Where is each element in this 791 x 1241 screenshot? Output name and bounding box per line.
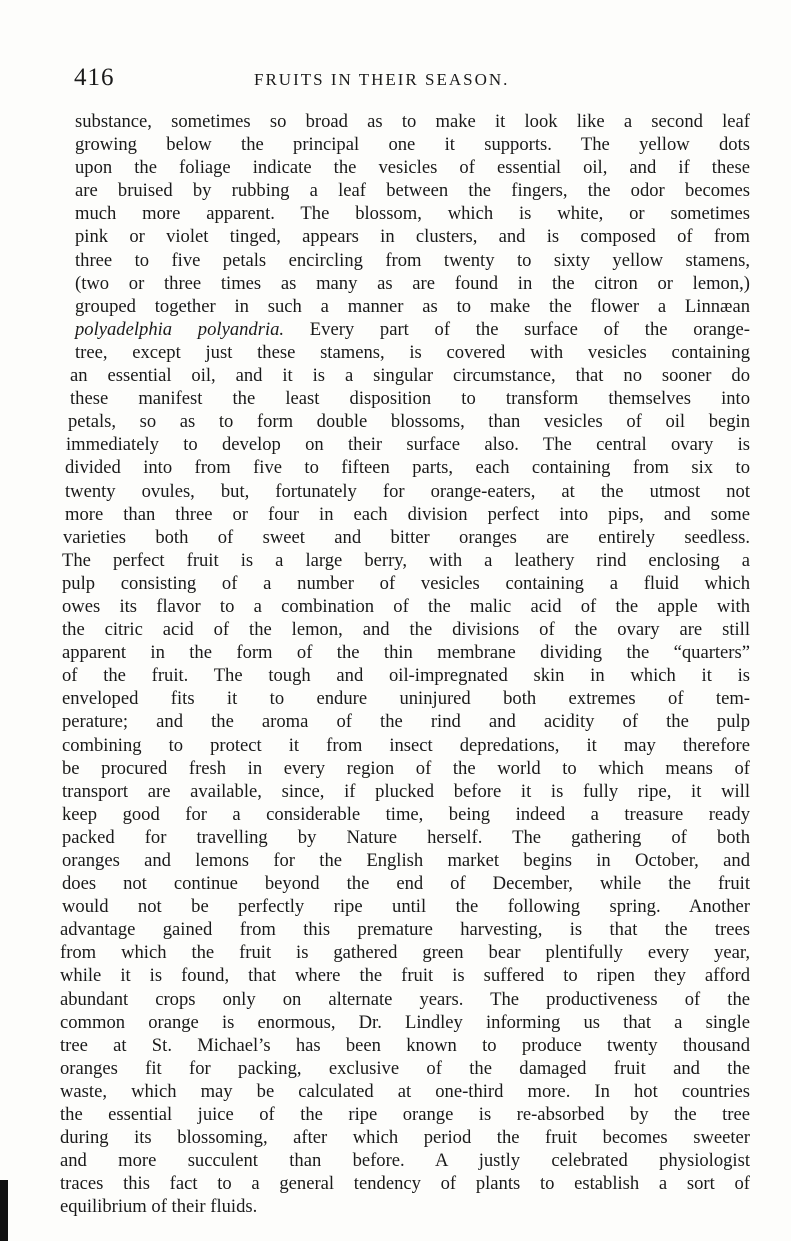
- text-line: tree at St. Michael’s has been known to produce twenty thousand: [60, 1034, 750, 1056]
- text-line: traces this fact to a general tendency of plants to establish a sort of: [60, 1173, 750, 1195]
- text-line: advantage gained from this premature harvesting, is that the trees: [60, 919, 750, 941]
- text-line: pink or violet tinged, appears in clusters, and is composed of from: [75, 226, 750, 248]
- text-line: be procured fresh in every region of the world to which means of: [62, 757, 750, 779]
- text-line: growing below the principal one it supports. The yellow dots: [75, 134, 750, 156]
- text-line: divided into from five to fifteen parts, each containing from six to: [65, 457, 750, 479]
- text-line: transport are available, since, if plucked before it is fully ripe, it will: [62, 780, 750, 802]
- text-line: twenty ovules, but, fortunately for orange-eaters, at the utmost not: [65, 480, 750, 502]
- text-line: immediately to develop on their surface also. The central ovary is: [66, 434, 750, 456]
- text-line: owes its flavor to a combination of the malic acid of the apple with: [62, 595, 750, 617]
- text-line: enveloped fits it to endure uninjured both extremes of tem-: [62, 688, 750, 710]
- text-line: common orange is enormous, Dr. Lindley informing us that a single: [60, 1011, 750, 1033]
- page-header: [74, 64, 754, 96]
- text-line: waste, which may be calculated at one-third more. In hot countries: [60, 1080, 750, 1102]
- body-paragraph: [60, 110, 750, 1219]
- text-line: combining to protect it from insect depredations, it may therefore: [62, 734, 750, 756]
- text-line: are bruised by rubbing a leaf between the fingers, the odor becomes: [75, 180, 750, 202]
- text-line: much more apparent. The blossom, which is white, or sometimes: [75, 203, 750, 225]
- text-line: during its blossoming, after which period the fruit becomes sweeter: [60, 1127, 750, 1149]
- text-line: does not continue beyond the end of December, while the fruit: [62, 873, 750, 895]
- text-line: petals, so as to form double blossoms, than vesicles of oil begin: [68, 411, 750, 433]
- text-line: perature; and the aroma of the rind and acidity of the pulp: [62, 711, 750, 733]
- text-line: more than three or four in each division perfect into pips, and some: [65, 503, 750, 525]
- text-line: three to five petals encircling from twenty to sixty yellow stamens,: [75, 249, 750, 271]
- text-line: oranges and lemons for the English market begins in October, and: [62, 850, 750, 871]
- page-number: 416: [74, 64, 115, 91]
- text-line: apparent in the form of the thin membrane dividing the “quarters”: [62, 642, 750, 664]
- text-line: the essential juice of the ripe orange is re-absorbed by the tree: [60, 1104, 750, 1126]
- text-line: tree, except just these stamens, is covered with vesicles containing: [75, 341, 750, 363]
- text-line: substance, sometimes so broad as to make it look like a second leaf: [75, 111, 750, 132]
- text-line: and more succulent than before. A justly celebrated physiologist: [60, 1150, 750, 1172]
- text-line: oranges fit for packing, exclusive of the damaged fruit and the: [60, 1057, 750, 1079]
- text-line: varieties both of sweet and bitter oranges are entirely seedless.: [63, 526, 750, 548]
- text-line: would not be perfectly ripe until the following spring. Another: [62, 896, 750, 918]
- text-line: these manifest the least disposition to transform themselves into: [70, 388, 750, 410]
- running-title: FRUITS IN THEIR SEASON.: [254, 70, 510, 89]
- text-line: upon the foliage indicate the vesicles of essential oil, and if these: [75, 157, 750, 179]
- text-line: while it is found, that where the fruit is suffered to ripen they afford: [60, 965, 750, 987]
- text-line: polyadelphia polyandria. Every part of the surface of the orange-: [75, 318, 750, 340]
- text-line: pulp consisting of a number of vesicles containing a fluid which: [62, 572, 750, 594]
- page-edge-shadow: [0, 1180, 8, 1241]
- text-line: the citric acid of the lemon, and the divisions of the ovary are still: [62, 619, 750, 641]
- text-line: an essential oil, and it is a singular circumstance, that no sooner do: [70, 365, 750, 387]
- text-line: abundant crops only on alternate years. The productiveness of the: [60, 988, 750, 1010]
- text-line: of the fruit. The tough and oil-impregnated skin in which it is: [62, 665, 750, 687]
- text-line: equilibrium of their fluids.: [60, 1196, 258, 1218]
- text-line: packed for travelling by Nature herself. The gathering of both: [62, 826, 750, 848]
- text-line: keep good for a considerable time, being indeed a treasure ready: [62, 803, 750, 825]
- text-line: The perfect fruit is a large berry, with a leathery rind enclosing a: [62, 549, 750, 571]
- text-line: grouped together in such a manner as to make the flower a Linnæan: [75, 295, 750, 317]
- text-line: from which the fruit is gathered green bear plentifully every year,: [60, 942, 750, 964]
- italic-term: polyadelphia polyandria.: [75, 318, 285, 340]
- text-line: (two or three times as many as are found in the citron or lemon,): [75, 272, 750, 294]
